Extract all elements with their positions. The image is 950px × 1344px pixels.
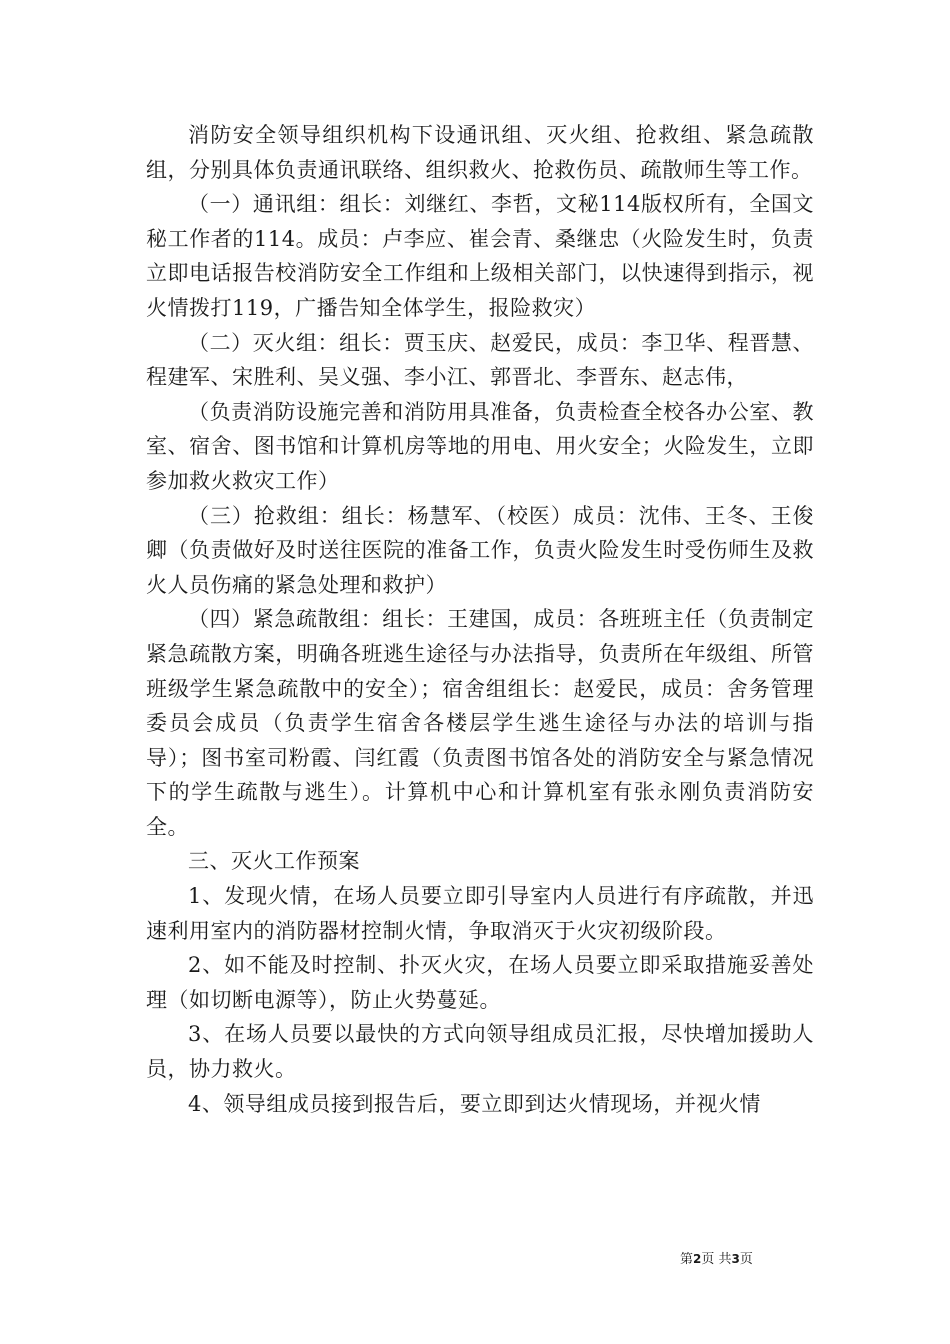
footer-current-page: 2 xyxy=(693,1252,702,1266)
plan-item-4: 4、领导组成员接到报告后，要立即到达火情现场，并视火情 xyxy=(188,1091,761,1116)
footer-prefix: 第 xyxy=(680,1252,694,1267)
paragraph-communication-group: （一）通讯组：组长：刘继红、李哲，文秘114版权所有，全国文秘工作者的114。成员：卢李应、崔会青、桑继忠（火险发生时，负责立即电话报告校消防安全工作组和上级相关部门，以快速得到指示，视火情拨打119，广播告知全体学生，报险救灾） xyxy=(146,192,814,320)
footer-middle: 页 共 xyxy=(701,1252,732,1267)
paragraph-rescue-group: （三）抢救组：组长：杨慧军、（校医）成员：沈伟、王冬、王俊卿（负责做好及时送往医院的准备工作，负责火险发生时受伤师生及救火人员伤痛的紧急处理和救护） xyxy=(146,503,814,597)
footer-suffix: 页 xyxy=(739,1252,753,1267)
section-heading-firefighting-plan: 三、灭火工作预案 xyxy=(188,849,360,874)
paragraph-firefighting-group: （二）灭火组：组长：贾玉庆、赵爱民，成员：李卫华、程晋慧、程建军、宋胜利、吴义强、李小江、郭晋北、李晋东、赵志伟， xyxy=(146,330,814,390)
plan-item-2: 2、如不能及时控制、扑灭火灾，在场人员要立即采取措施妥善处理（如切断电源等），防止火势蔓延。 xyxy=(146,953,814,1012)
plan-item-1: 1、发现火情，在场人员要立即引导室内人员进行有序疏散，并迅速利用室内的消防器材控制火情，争取消灭于火灾初级阶段。 xyxy=(146,884,814,943)
paragraph-evacuation-group: （四）紧急疏散组：组长：王建国，成员：各班班主任（负责制定紧急疏散方案，明确各班逃生途径与办法指导，负责所在年级组、所管班级学生紧急疏散中的安全）；宿舍组组长：赵爱民，成员：舍务管理委员会成员（负责学生宿舍各楼层学生逃生途径与办法的培训与指导）；图书室司粉霞、闫红霞（负责图书馆各处的消防安全与紧急情况下的学生疏散与逃生）。计算机中心和计算机室有张永刚负责消防安全。 xyxy=(146,607,814,839)
paragraph-firefighting-duties: （负责消防设施完善和消防用具准备，负责检查全校各办公室、教室、宿舍、图书馆和计算机房等地的用电、用火安全；火险发生，立即参加救火救灾工作） xyxy=(146,399,814,493)
document-body xyxy=(146,118,814,1121)
plan-item-3: 3、在场人员要以最快的方式向领导组成员汇报，尽快增加援助人员，协力救火。 xyxy=(146,1022,814,1082)
page-number-footer xyxy=(680,1248,753,1267)
paragraph-intro: 消防安全领导组织机构下设通讯组、灭火组、抢救组、紧急疏散组，分别具体负责通讯联络、组织救火、抢救伤员、疏散师生等工作。 xyxy=(146,123,814,182)
footer-total-pages: 3 xyxy=(731,1252,740,1266)
